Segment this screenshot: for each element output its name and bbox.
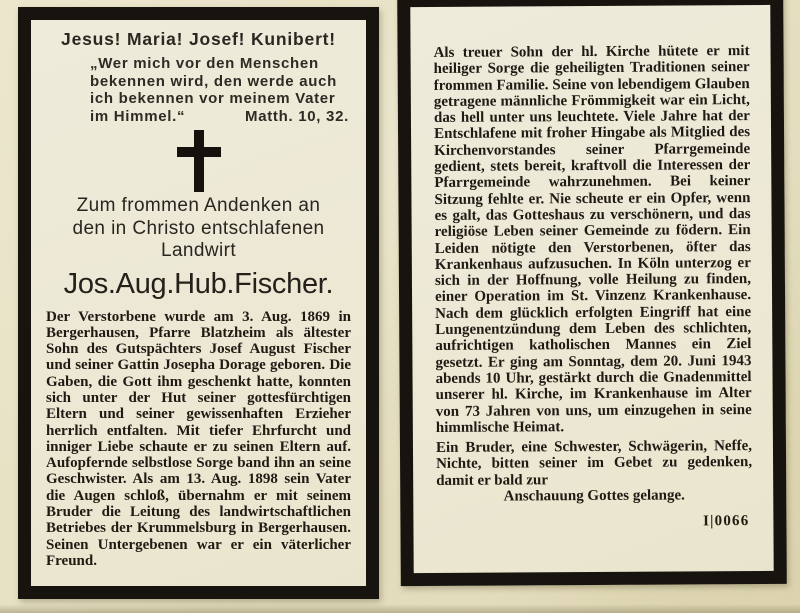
biography-text: Der Verstorbene wurde am 3. Aug. 1869 in Bergerhausen, Pfarre Blatzheim als ältester Sohn des Gutspächters Josef August Fischer und seiner Gattin Josepha Dorage geboren. Die Gaben, die Gott ihm geschenkt hatte, konnten sich unter der Hut seiner gottesfürchtigen Eltern und seiner gewissenhaften Erzieher herrlich entfalten. Mit tiefer Ehrfurcht und inniger Liebe schaute er zu seinen Eltern auf. Aufopfernde selbstlose Sorge band ihn an seine Geschwister. Als am 13. Aug. 1898 sein Vater die Augen schloß, übernahm er mit seinem Bruder die Leitung des landwirtschaftlichen Betriebes der Krummelsburg in Bergerhausen. Seinen Untergebenen war er ein väterlicher Freund. (46, 308, 351, 569)
mourners-text: Ein Bruder, eine Schwester, Schwägerin, Neffe, Nichte, bitten seiner im Gebet zu gedenken, damit er bald zur (435, 438, 753, 489)
right-card-page (397, 0, 787, 586)
quote-line: „Wer mich vor den Menschen (90, 55, 319, 72)
right-page-content (410, 5, 773, 573)
scan-edge-shadow (0, 604, 800, 613)
catalog-number: I|0066 (703, 512, 750, 529)
dedication-line: Landwirt (160, 240, 237, 261)
dedication-text (46, 195, 351, 263)
eulogy-text: Als treuer Sohn der hl. Kirche hütete er mit heiliger Sorge die geheiligten Traditionen seiner frommen Familie. Seine von lebendigem Glauben getragene männliche Frömmigkeit war ein Licht, das hell unter uns leuchtete. Viele Jahre hat der Entschlafene mit froher Hingabe als Mitglied des Kirchenvorstandes seiner Pfarrgemeinde gedient, stets bereit, kraftvoll die Interessen der Pfarrgemeinde wahrzunehmen. Bei keiner Sitzung fehlte er. Nie scheute er ein Opfer, wenn es galt, das Gotteshaus zu verschönern, und das religiöse Leben seiner Gemeinde zu födern. Ein Leiden nötigte den Verstorbenen, öfter das Krankenhaus aufzusuchen. In Köln unterzog er sich in der Hoffnung, volle Heilung zu finden, einer Operation im St. Vinzenz Krankenhause. Nach dem glücklich erfolgten Eingriff hat eine Lungenentzündung dem Leben des schlichten, aufrichtigen katholischen Mannes ein Ziel gesetzt. Er ging am Sonntag, dem 20. Juni 1943 abends 10 Uhr, gestärkt durch die Gnadenmittel unserer hl. Kirche, im Krankenhause im Alter von 73 Jahren von uns, um einzugehen in seine himmlische Heimat. (433, 43, 752, 436)
scripture-reference: Matth. 10, 32. (245, 107, 349, 125)
closing-line: Anschauung Gottes gelange. (503, 487, 685, 505)
deceased-name: Jos.Aug.Hub.Fischer. (63, 267, 334, 300)
quote-line: ich bekennen vor meinem Vater (90, 90, 336, 107)
quote-line: bekennen wird, den werde auch (90, 72, 338, 90)
quote-final-line (90, 108, 351, 126)
left-page-content (31, 20, 366, 586)
scripture-quote (90, 55, 351, 125)
dedication-line: den in Christo entschlafenen (72, 217, 325, 239)
left-card-page (18, 7, 379, 599)
cross-vertical-bar (194, 130, 204, 192)
invocation-line: Jesus! Maria! Josef! Kunibert! (61, 29, 336, 49)
dedication-line: Zum frommen Andenken an (76, 195, 321, 216)
quote-line-end: im Himmel.“ (90, 107, 186, 125)
cross-icon (177, 130, 221, 192)
cross-horizontal-bar (177, 147, 221, 157)
